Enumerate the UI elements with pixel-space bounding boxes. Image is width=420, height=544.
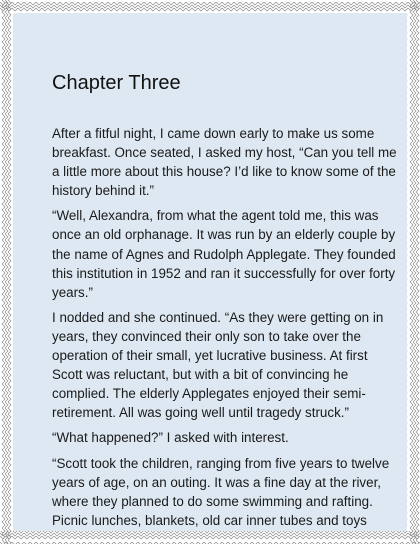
chapter-body — [52, 124, 396, 536]
text-line: once an old orphanage. It was run by an elderly couple by — [52, 227, 396, 243]
text-line: I nodded and she continued. “As they were getting on in — [52, 309, 384, 325]
paragraph — [52, 428, 396, 447]
chapter-title: Chapter Three — [52, 72, 181, 94]
text-line: Picnic lunches, blankets, old car inner tubes and toys — [52, 512, 367, 528]
text-line: retirement. All was going well until tragedy struck.” — [52, 405, 349, 421]
text-line: operation of their small, yet lucrative business. At first — [52, 348, 368, 364]
text-line: years.” — [52, 284, 93, 300]
text-line: this institution in 1952 and ran it successfully for over forty — [52, 265, 396, 281]
text-line: “Well, Alexandra, from what the agent told me, this was — [52, 208, 379, 224]
paragraph — [52, 454, 396, 530]
text-line: years of age, on an outing. It was a fine day at the river, — [52, 474, 382, 490]
paragraph — [52, 124, 396, 200]
text-line: “Scott took the children, ranging from five years to twelve — [52, 455, 390, 471]
text-line: history behind it.” — [52, 183, 154, 199]
text-line: a little more about this house? I’d like to know some of the — [52, 164, 396, 180]
text-line: years, they convinced their only son to take over the — [52, 328, 361, 344]
paragraph — [52, 206, 396, 301]
text-line: where they planned to do some swimming and rafting. — [52, 493, 373, 509]
text-line: the name of Agnes and Rudolph Applegate. They founded — [52, 246, 396, 262]
paragraph — [52, 308, 396, 423]
text-line: breakfast. Once seated, I asked my host, “Can you tell me — [52, 145, 397, 161]
text-line: Scott was reluctant, but with a bit of convincing he — [52, 367, 349, 383]
text-line: complied. The elderly Applegates enjoyed their semi- — [52, 386, 366, 402]
text-line: “What happened?” I asked with interest. — [52, 430, 289, 446]
text-line: After a fitful night, I came down early to make us some — [52, 126, 375, 141]
